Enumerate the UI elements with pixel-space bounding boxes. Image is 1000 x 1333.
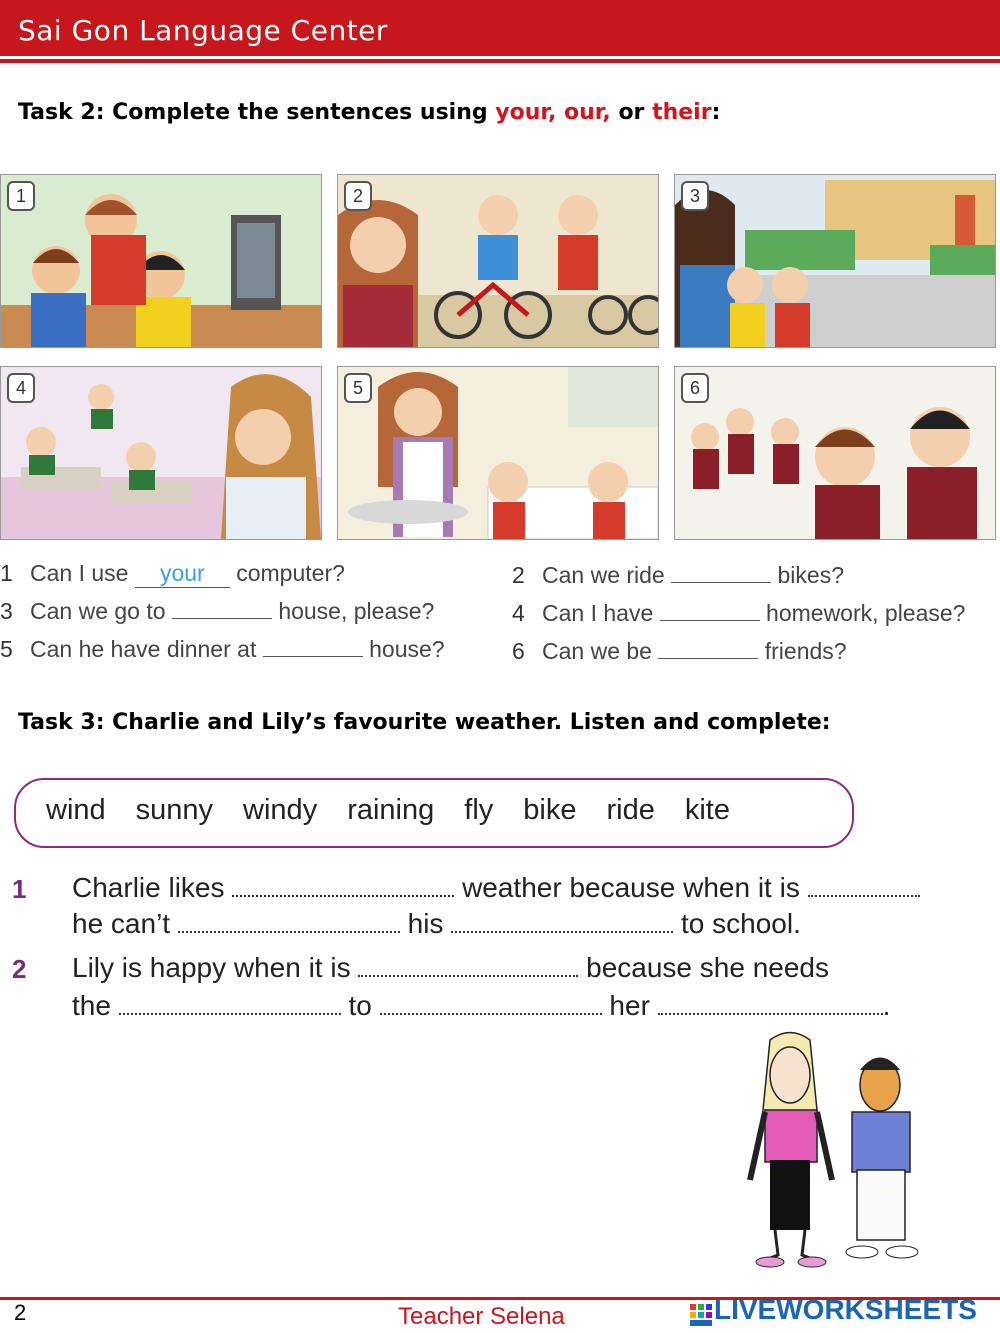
question-1-line-1: [72, 872, 920, 904]
word-bank-item: raining: [347, 794, 435, 826]
question-2-line-1: [72, 952, 829, 984]
answer-blank[interactable]: your: [135, 560, 230, 588]
sentence-text: Can I have: [542, 600, 654, 626]
bikes-scene-illustration: [338, 175, 658, 347]
question-2-line-2: [72, 990, 890, 1022]
sentence-number: 4: [512, 600, 525, 626]
answer-blank[interactable]: [451, 913, 673, 933]
answer-blank[interactable]: [358, 957, 578, 977]
page-number: 2: [14, 1300, 27, 1325]
question-text: her: [609, 990, 650, 1021]
panel-number: 3: [681, 181, 709, 211]
question-text: the: [72, 990, 111, 1021]
sentence-1: [0, 560, 345, 588]
lily-and-charlie-illustration: [740, 1030, 930, 1270]
sentence-text: Can we go to: [30, 598, 166, 624]
answer-blank[interactable]: [119, 995, 341, 1015]
panel-number: 2: [344, 181, 372, 211]
liveworksheets-icon: [690, 1301, 712, 1323]
question-text: Lily is happy when it is: [72, 952, 351, 983]
friends-scene-illustration: [675, 367, 995, 539]
answer-blank[interactable]: [658, 640, 758, 659]
sentence-number: 6: [512, 638, 525, 664]
word-bank-item: bike: [523, 794, 577, 826]
question-1-line-2: [72, 908, 801, 940]
question-text: .: [882, 990, 891, 1021]
panel-number: 1: [7, 181, 35, 211]
picture-panel-1: [0, 174, 322, 348]
panel-number: 4: [7, 373, 35, 403]
answer-blank[interactable]: [232, 877, 454, 897]
word-bank-item: sunny: [135, 794, 214, 826]
picture-panel-6: [674, 366, 996, 540]
question-text: weather because when it is: [462, 872, 800, 903]
sentence-text-end: house, please?: [278, 598, 435, 624]
liveworksheets-text: LIVEWORKSHEETS: [714, 1294, 977, 1325]
sentence-text-end: friends?: [764, 638, 847, 664]
answer-blank[interactable]: [380, 995, 602, 1015]
answer-blank[interactable]: [658, 995, 883, 1015]
question-number: 2: [12, 954, 27, 984]
picture-panel-3: [674, 174, 996, 348]
sentence-number: 5: [0, 636, 13, 662]
task2-heading: [18, 100, 720, 125]
word-bank-item: kite: [684, 794, 730, 826]
sentence-6: [512, 638, 847, 665]
picture-panel-5: [337, 366, 659, 540]
header-title: Sai Gon Language Center: [18, 14, 388, 47]
sentence-3: [0, 598, 434, 625]
house-scene-illustration: [675, 175, 995, 347]
answer-blank[interactable]: [671, 564, 771, 583]
task2-option-their: their: [652, 100, 712, 125]
answer-blank[interactable]: [660, 602, 760, 621]
question-text: because she needs: [586, 952, 829, 983]
word-bank-item: ride: [606, 794, 655, 826]
picture-panel-4: [0, 366, 322, 540]
classroom-scene-illustration: [1, 367, 321, 539]
panel-number: 5: [344, 373, 372, 403]
task2-heading-colon: :: [711, 100, 721, 125]
panel-number: 6: [681, 373, 709, 403]
sentence-number: 2: [512, 562, 525, 588]
answer-blank[interactable]: [808, 877, 920, 897]
sentence-number: 3: [0, 598, 13, 624]
question-text: his: [407, 908, 444, 939]
sentence-text: Can I use: [30, 560, 129, 586]
question-text: Charlie likes: [72, 872, 225, 903]
question-number: 1: [12, 874, 27, 904]
sentence-number: 1: [0, 560, 13, 586]
answer-blank[interactable]: [172, 600, 272, 619]
task3-heading: Task 3: Charlie and Lily’s favourite weather. Listen and complete:: [18, 710, 831, 735]
task2-heading-text: Task 2: Complete the sentences using: [18, 100, 496, 125]
answer-blank[interactable]: [263, 638, 363, 657]
sentence-text: Can we ride: [542, 562, 665, 588]
word-bank: [46, 794, 760, 827]
question-text: he can’t: [72, 908, 171, 939]
dinner-scene-illustration: [338, 367, 658, 539]
word-bank-item: wind: [46, 794, 106, 826]
sentence-text-end: bikes?: [777, 562, 844, 588]
picture-panel-2: [337, 174, 659, 348]
sentence-4: [512, 600, 965, 627]
word-bank-item: windy: [243, 794, 318, 826]
computer-scene-illustration: [1, 175, 321, 347]
word-bank-item: fly: [464, 794, 494, 826]
task2-option-your-our: your, our,: [495, 100, 611, 125]
sentence-text-end: computer?: [236, 560, 345, 586]
sentence-5: [0, 636, 445, 663]
sentence-text: Can he have dinner at: [30, 636, 257, 662]
header-divider-red: [0, 59, 1000, 63]
liveworksheets-logo[interactable]: [690, 1294, 977, 1326]
header-bar: [0, 0, 1000, 56]
question-text: to: [348, 990, 372, 1021]
task2-heading-or: or: [610, 100, 653, 125]
question-text: to school.: [681, 908, 801, 939]
sentence-text: Can we be: [542, 638, 652, 664]
teacher-name: Teacher Selena: [398, 1303, 565, 1330]
sentence-text-end: house?: [369, 636, 445, 662]
answer-blank[interactable]: [178, 913, 400, 933]
sentence-text-end: homework, please?: [766, 600, 966, 626]
sentence-2: [512, 562, 844, 589]
